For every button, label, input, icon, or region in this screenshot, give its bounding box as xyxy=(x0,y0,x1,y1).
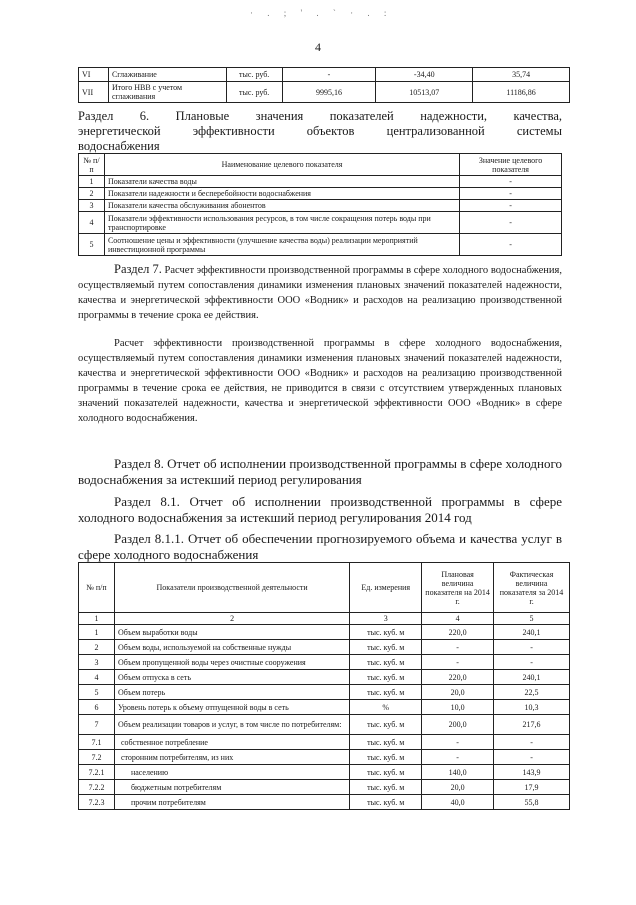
row-plan: 220,0 xyxy=(422,625,494,640)
row-num: 3 xyxy=(79,655,115,670)
row-unit: тыс. куб. м xyxy=(350,735,422,750)
table-row xyxy=(79,176,562,188)
row-name: собственное потребление xyxy=(114,735,349,750)
table-row xyxy=(79,735,570,750)
row-num: 7 xyxy=(79,715,115,735)
row-num: 5 xyxy=(79,234,105,256)
table-row xyxy=(79,188,562,200)
header-num: № п/п xyxy=(79,563,115,613)
row-plan: 140,0 xyxy=(422,765,494,780)
row-num: 7.1 xyxy=(79,735,115,750)
top-table xyxy=(78,67,570,103)
row-name: Объем воды, используемой на собственные нужды xyxy=(114,640,349,655)
section7-title: Раздел 7. xyxy=(114,262,162,276)
row-plan: 10,0 xyxy=(422,700,494,715)
header-fact: Фактическая величина показателя за 2014 г. xyxy=(494,563,570,613)
row-unit: тыс. куб. м xyxy=(350,685,422,700)
row-plan: 220,0 xyxy=(422,670,494,685)
row-value: 9995,16 xyxy=(282,82,376,103)
row-num: 7.2.3 xyxy=(79,795,115,810)
section7-text: Расчет эффективности производственной программы в сфере холодного водоснабжения, осуществляемый путем сопоставления динамики изменения плановых значений показателей надежности, качества и энергетической эффективности ООО «Водник» и расходов на реализацию производственной программы в течение срока ее действия. xyxy=(78,265,562,321)
row-plan: - xyxy=(422,640,494,655)
table-row xyxy=(79,200,562,212)
header-unit: Ед. измерения xyxy=(350,563,422,613)
row-unit: тыс. куб. м xyxy=(350,640,422,655)
table-row xyxy=(79,765,570,780)
table-row xyxy=(79,234,562,256)
section8-heading: Раздел 8. Отчет об исполнении производственной программы в сфере холодного водоснабжения за истекший период регулирования xyxy=(78,456,562,487)
section6-line2: энергетической эффективности объектов централизованной системы xyxy=(78,124,562,138)
table-row xyxy=(79,655,570,670)
row-fact: 143,9 xyxy=(494,765,570,780)
row-fact: 217,6 xyxy=(494,715,570,735)
row-num: 5 xyxy=(79,685,115,700)
column-numbers xyxy=(79,613,570,625)
row-fact: 55,8 xyxy=(494,795,570,810)
row-value: -34,40 xyxy=(376,68,473,82)
colnum: 2 xyxy=(114,613,349,625)
row-num: 7.2 xyxy=(79,750,115,765)
colnum: 1 xyxy=(79,613,115,625)
row-plan: 200,0 xyxy=(422,715,494,735)
table-row xyxy=(79,750,570,765)
table-row xyxy=(79,625,570,640)
row-name: Объем отпуска в сеть xyxy=(114,670,349,685)
row-unit: % xyxy=(350,700,422,715)
table-row xyxy=(79,795,570,810)
row-unit: тыс. руб. xyxy=(226,68,282,82)
row-value: 11186,86 xyxy=(473,82,570,103)
row-num: 2 xyxy=(79,640,115,655)
row-name: Показатели качества воды xyxy=(104,176,459,188)
row-fact: 10,3 xyxy=(494,700,570,715)
row-value: - xyxy=(282,68,376,82)
table-header xyxy=(79,563,570,613)
row-plan: - xyxy=(422,735,494,750)
row-num: VII xyxy=(79,82,109,103)
scan-marks: · . ; ' . ` · . : xyxy=(250,8,393,18)
row-unit: тыс. куб. м xyxy=(350,750,422,765)
header-name: Показатели производственной деятельности xyxy=(114,563,349,613)
table-row xyxy=(79,780,570,795)
row-plan: 40,0 xyxy=(422,795,494,810)
section7-para2: Расчет эффективности производственной программы в сфере холодного водоснабжения, осуществляемый путем сопоставления динамики изменения плановых значений показателей надежности, качества и энергетической эффективности ООО «Водник» и расходов на реализацию производственной программы в течение срока ее действия, не приводится в связи с отсутствием утвержденных плановых значений показателей надежности, качества и энергетической эффективности ООО «Водник» в сфере холодного водоснабжения. xyxy=(78,338,562,424)
row-num: 1 xyxy=(79,625,115,640)
row-value: - xyxy=(460,176,562,188)
row-unit: тыс. куб. м xyxy=(350,625,422,640)
row-name: Показатели качества обслуживания абонентов xyxy=(104,200,459,212)
row-name: Объем выработки воды xyxy=(114,625,349,640)
row-fact: - xyxy=(494,655,570,670)
colnum: 4 xyxy=(422,613,494,625)
row-value: 35,74 xyxy=(473,68,570,82)
report-table xyxy=(78,562,570,810)
table-header xyxy=(79,154,562,176)
row-name: Итого НВВ с учетом сглаживания xyxy=(108,82,226,103)
row-value: - xyxy=(460,212,562,234)
row-fact: 240,1 xyxy=(494,670,570,685)
table-row xyxy=(79,640,570,655)
colnum: 5 xyxy=(494,613,570,625)
section6-line3: водоснабжения xyxy=(78,139,160,153)
row-name: Сглаживание xyxy=(108,68,226,82)
header-plan: Плановая величина показателя на 2014 г. xyxy=(422,563,494,613)
row-unit: тыс. куб. м xyxy=(350,765,422,780)
table-row xyxy=(79,685,570,700)
row-fact: - xyxy=(494,640,570,655)
row-num: 7.2.1 xyxy=(79,765,115,780)
row-name: бюджетным потребителям xyxy=(114,780,349,795)
table-row xyxy=(79,715,570,735)
row-name: Соотношение цены и эффективности (улучшение качества воды) реализации мероприятий инвестиционной программы xyxy=(104,234,459,256)
row-fact: - xyxy=(494,735,570,750)
row-name: сторонним потребителям, из них xyxy=(114,750,349,765)
row-plan: 20,0 xyxy=(422,780,494,795)
row-unit: тыс. куб. м xyxy=(350,795,422,810)
row-unit: тыс. куб. м xyxy=(350,715,422,735)
row-plan: - xyxy=(422,655,494,670)
row-name: Объем реализации товаров и услуг, в том числе по потребителям: xyxy=(114,715,349,735)
row-name: прочим потребителям xyxy=(114,795,349,810)
table-row xyxy=(79,670,570,685)
section6-line1: Раздел 6. Плановые значения показателей надежности, качества, xyxy=(78,109,562,123)
colnum: 3 xyxy=(350,613,422,625)
row-num: 6 xyxy=(79,700,115,715)
row-num: 3 xyxy=(79,200,105,212)
row-unit: тыс. руб. xyxy=(226,82,282,103)
row-fact: - xyxy=(494,750,570,765)
row-name: Объем потерь xyxy=(114,685,349,700)
row-num: 4 xyxy=(79,212,105,234)
row-plan: - xyxy=(422,750,494,765)
row-num: 1 xyxy=(79,176,105,188)
table-row xyxy=(79,68,570,82)
table-row xyxy=(79,212,562,234)
header-num: № п/п xyxy=(79,154,105,176)
section811-heading: Раздел 8.1.1. Отчет об обеспечении прогнозируемого объема и качества услуг в сфере холодного водоснабжения xyxy=(78,531,562,562)
row-value: - xyxy=(460,200,562,212)
row-value: - xyxy=(460,188,562,200)
row-num: 7.2.2 xyxy=(79,780,115,795)
table-row xyxy=(79,82,570,103)
row-unit: тыс. куб. м xyxy=(350,780,422,795)
row-fact: 17,9 xyxy=(494,780,570,795)
section81-heading: Раздел 8.1. Отчет об исполнении производственной программы в сфере холодного водоснабжения за истекший период регулирования 2014 год xyxy=(78,494,562,525)
header-value: Значение целевого показателя xyxy=(460,154,562,176)
row-name: населению xyxy=(114,765,349,780)
page-number: 4 xyxy=(315,40,321,54)
row-name: Показатели эффективности использования ресурсов, в том числе сокращения потерь воды при транспортировке xyxy=(104,212,459,234)
row-unit: тыс. куб. м xyxy=(350,670,422,685)
table-row xyxy=(79,700,570,715)
row-num: 4 xyxy=(79,670,115,685)
row-num: 2 xyxy=(79,188,105,200)
row-unit: тыс. куб. м xyxy=(350,655,422,670)
section7-para1 xyxy=(78,262,562,323)
row-fact: 22,5 xyxy=(494,685,570,700)
row-name: Уровень потерь к объему отпущенной воды в сеть xyxy=(114,700,349,715)
row-name: Объем пропущенной воды через очистные сооружения xyxy=(114,655,349,670)
row-fact: 240,1 xyxy=(494,625,570,640)
row-num: VI xyxy=(79,68,109,82)
header-name: Наименование целевого показателя xyxy=(104,154,459,176)
row-value: 10513,07 xyxy=(376,82,473,103)
row-plan: 20,0 xyxy=(422,685,494,700)
row-value: - xyxy=(460,234,562,256)
row-name: Показатели надежности и бесперебойности водоснабжения xyxy=(104,188,459,200)
indicators-table xyxy=(78,153,562,256)
